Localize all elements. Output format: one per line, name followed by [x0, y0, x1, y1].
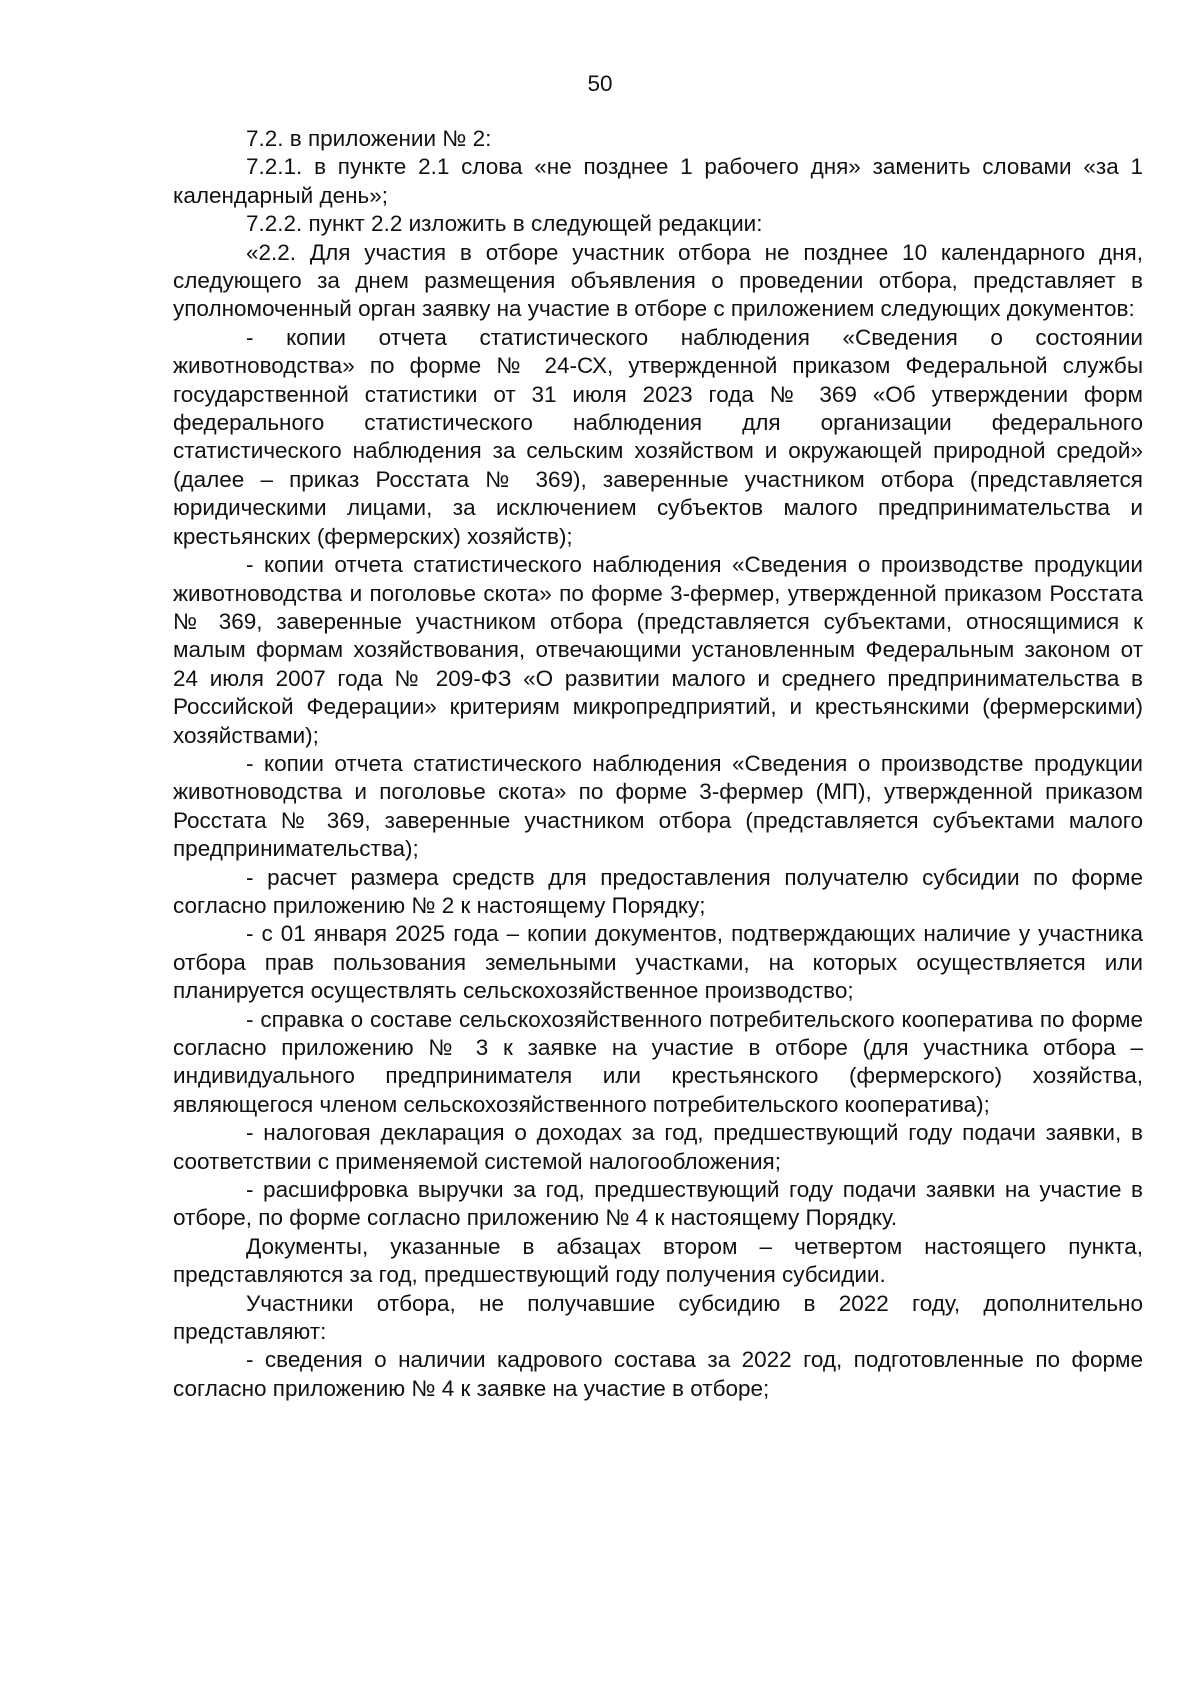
paragraph-7-2: 7.2. в приложении № 2: — [246, 126, 492, 151]
page-number: 50 — [587, 71, 613, 96]
paragraph-documents-period: Документы, указанные в абзацах втором – четвертом настоящего пункта, представляются за год, предшествующий году получения субсидии. — [173, 1233, 1143, 1288]
list-item-24-sh: - копии отчета статистического наблюдения «Сведения о состоянии животноводства» по форме № 24-СХ, утвержденной приказом Федеральной службы государственной статистики от 31 июля 2023 года № 369 «Об утверждении форм федерального статистического наблюдения для организации федерального статистического наблюдения за сельским хозяйством и окружающей природной средой» (далее – приказ Росстата № 369), заверенные участником отбора (представляется юридическими лицами, за исключением субъектов малого предпринимательства и крестьянских (фермерских) хозяйств); — [173, 324, 1143, 549]
list-item-land-documents: - с 01 января 2025 года – копии документов, подтверждающих наличие у участника отбора прав пользования земельными участками, на которых осуществляется или планируется осуществлять сельскохозяйственное производство; — [173, 921, 1143, 1004]
list-item-tax-declaration: - налоговая декларация о доходах за год, предшествующий году подачи заявки, в соответствии с применяемой системой налогообложения; — [173, 1120, 1143, 1174]
list-item-3-fermer: - копии отчета статистического наблюдения «Сведения о производстве продукции животноводства и поголовье скота» по форме 3-фермер, утвержденной приказом Росстата № 369, заверенные участником отбора (представляется субъектами, относящимися к малым формам хозяйствования, отвечающими установленным Федеральным законом от 24 июля 2007 года № 209-ФЗ «О развитии малого и среднего предпринимательства в Российской Федерации» критериям микропредприятий, и крестьянскими (фермерскими) хозяйствами); — [173, 552, 1143, 748]
list-item-3-fermer-mp: - копии отчета статистического наблюдения «Сведения о производстве продукции животноводства и поголовье скота» по форме 3-фермер (МП), утвержденной приказом Росстата № 369, заверенные участником отбора (представляется субъектами малого предпринимательства); — [173, 750, 1143, 862]
paragraph-7-2-2: 7.2.2. пункт 2.2 изложить в следующей редакции: — [246, 211, 763, 237]
list-item-cooperative-certificate: - справка о составе сельскохозяйственного потребительского кооператива по форме согласно приложению № 3 к заявке на участие в отборе (для участника отбора – индивидуального предпринимателя или крестьянского (фермерского) хозяйства, являющегося членом сельскохозяйственного потребительского кооператива); — [173, 1006, 1143, 1117]
document-body — [173, 125, 1143, 1403]
paragraph-2-2-intro: «2.2. Для участия в отборе участник отбора не позднее 10 календарного дня, следующего за днем размещения объявления о проведении отбора, представляет в уполномоченный орган заявку на участие в отборе с приложением следующих документов: — [173, 239, 1143, 322]
list-item-calculation: - расчет размера средств для предоставления получателю субсидии по форме согласно приложению № 2 к настоящему Порядку; — [173, 864, 1143, 918]
list-item-staff-info: - сведения о наличии кадрового состава за 2022 год, подготовленные по форме согласно приложению № 4 к заявке на участие в отборе; — [173, 1347, 1143, 1401]
paragraph-additional-participants: Участники отбора, не получавшие субсидию в 2022 году, дополнительно представляют: — [173, 1290, 1143, 1345]
list-item-revenue-breakdown: - расшифровка выручки за год, предшествующий году подачи заявки на участие в отборе, по форме согласно приложению № 4 к настоящему Порядку. — [173, 1177, 1143, 1231]
paragraph-7-2-1: 7.2.1. в пункте 2.1 слова «не позднее 1 рабочего дня» заменить словами «за 1 календарный день»; — [173, 154, 1143, 208]
